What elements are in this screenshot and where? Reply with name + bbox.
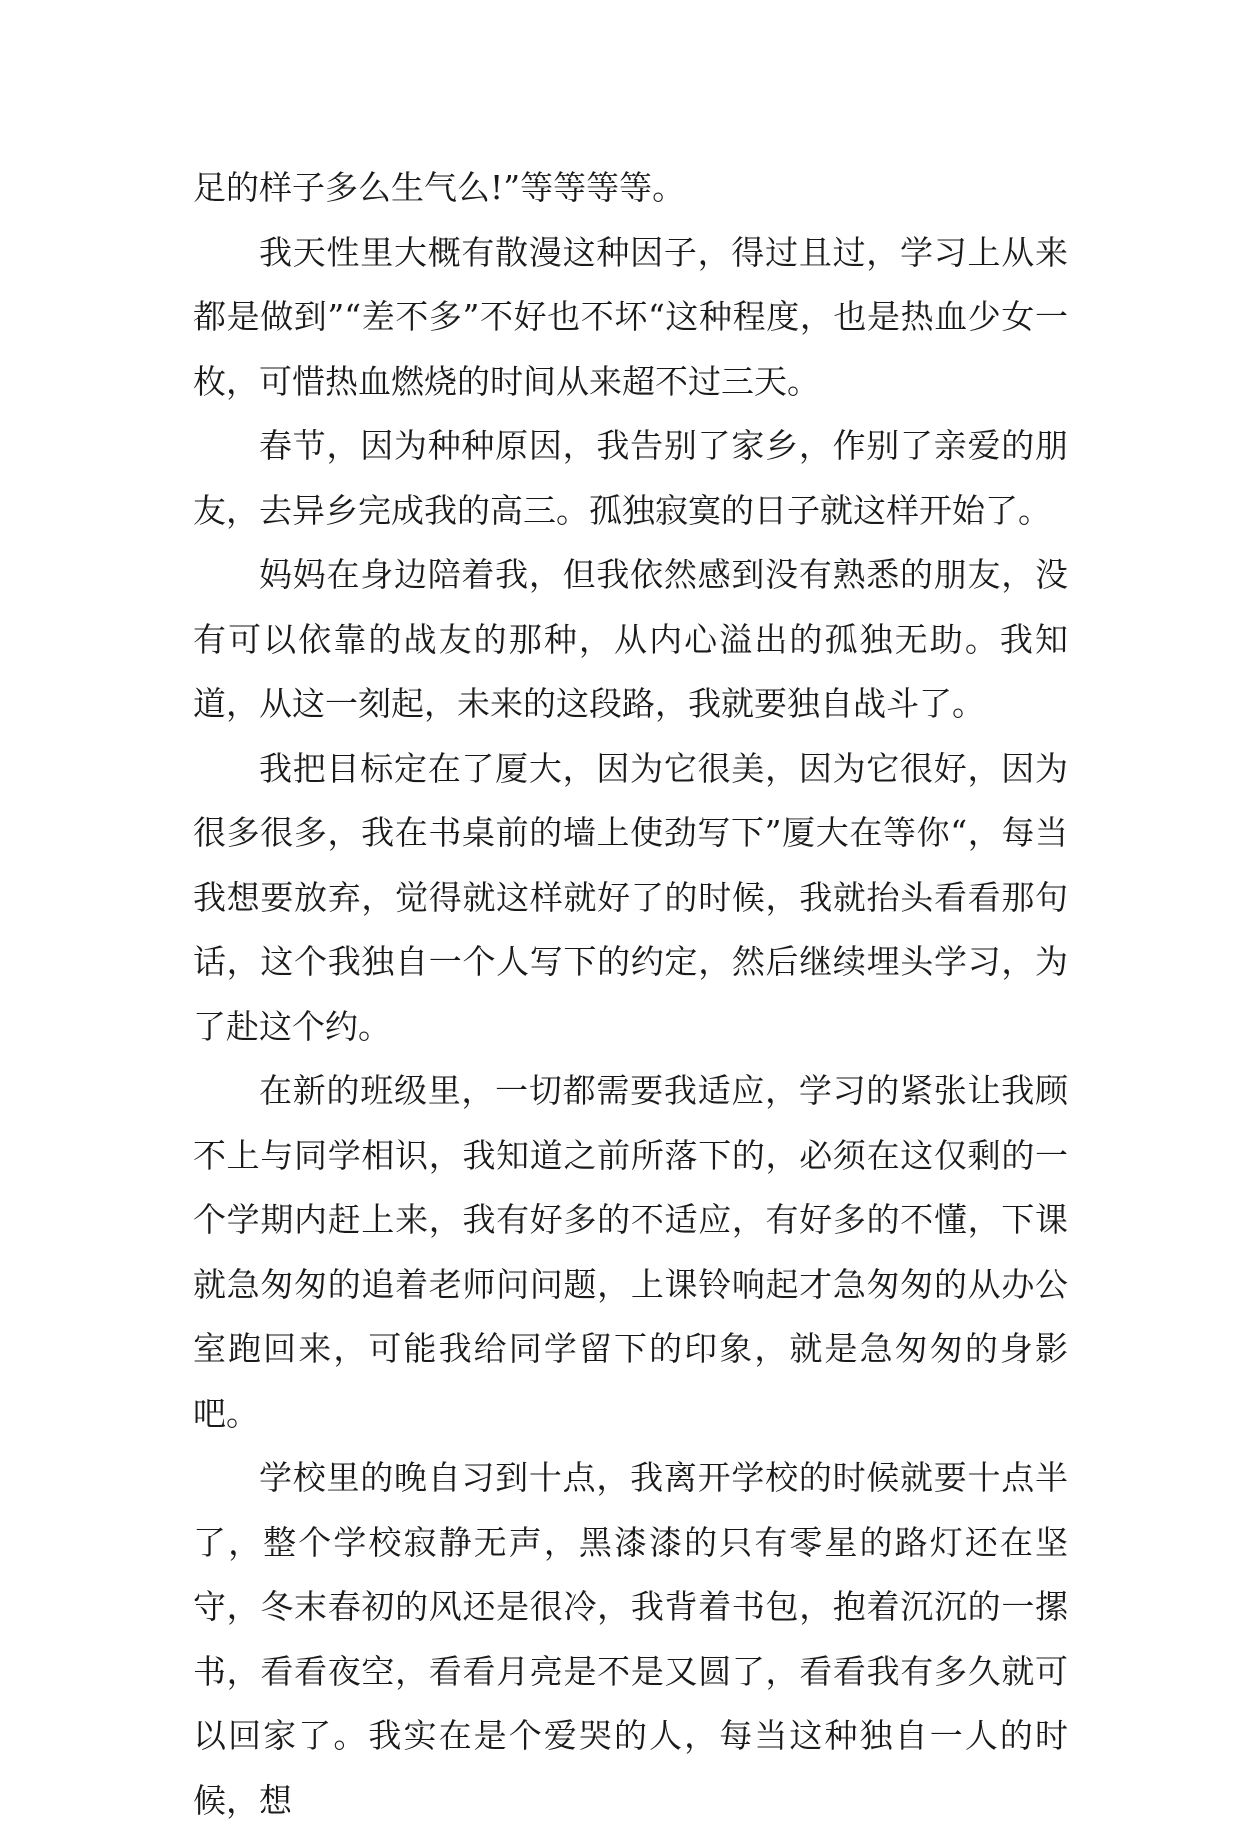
document-body (193, 156, 1068, 1833)
paragraph-1: 足的样子多么生气么!”等等等等。 (193, 168, 686, 207)
paragraph-4: 妈妈在身边陪着我，但我依然感到没有熟悉的朋友，没有可以依靠的战友的那种，从内心溢出的孤独无助。我知道，从这一刻起，未来的这段路，我就要独自战斗了。 (193, 555, 1068, 723)
paragraph-6: 在新的班级里，一切都需要我适应，学习的紧张让我顾不上与同学相识，我知道之前所落下的，必须在这仅剩的一个学期内赶上来，我有好多的不适应，有好多的不懂，下课就急匆匆的追着老师问问题，上课铃响起才急匆匆的从办公室跑回来，可能我给同学留下的印象，就是急匆匆的身影吧。 (193, 1071, 1068, 1433)
paragraph-7: 学校里的晚自习到十点，我离开学校的时候就要十点半了，整个学校寂静无声，黑漆漆的只有零星的路灯还在坚守，冬末春初的风还是很冷，我背着书包，抱着沉沉的一摞书，看看夜空，看看月亮是不是又圆了，看看我有多久就可以回家了。我实在是个爱哭的人，每当这种独自一人的时候，想 (193, 1458, 1068, 1820)
paragraph-5: 我把目标定在了厦大，因为它很美，因为它很好，因为很多很多，我在书桌前的墙上使劲写下”厦大在等你“，每当我想要放弃，觉得就这样就好了的时候，我就抬头看看那句话，这个我独自一个人写下的约定，然后继续埋头学习，为了赴这个约。 (193, 748, 1068, 1046)
paragraph-3: 春节，因为种种原因，我告别了家乡，作别了亲爱的朋友，去异乡完成我的高三。孤独寂寞的日子就这样开始了。 (193, 426, 1068, 530)
paragraph-2: 我天性里大概有散漫这种因子，得过且过，学习上从来都是做到”“差不多”不好也不坏“这种程度，也是热血少女一枚，可惜热血燃烧的时间从来超不过三天。 (193, 232, 1068, 401)
